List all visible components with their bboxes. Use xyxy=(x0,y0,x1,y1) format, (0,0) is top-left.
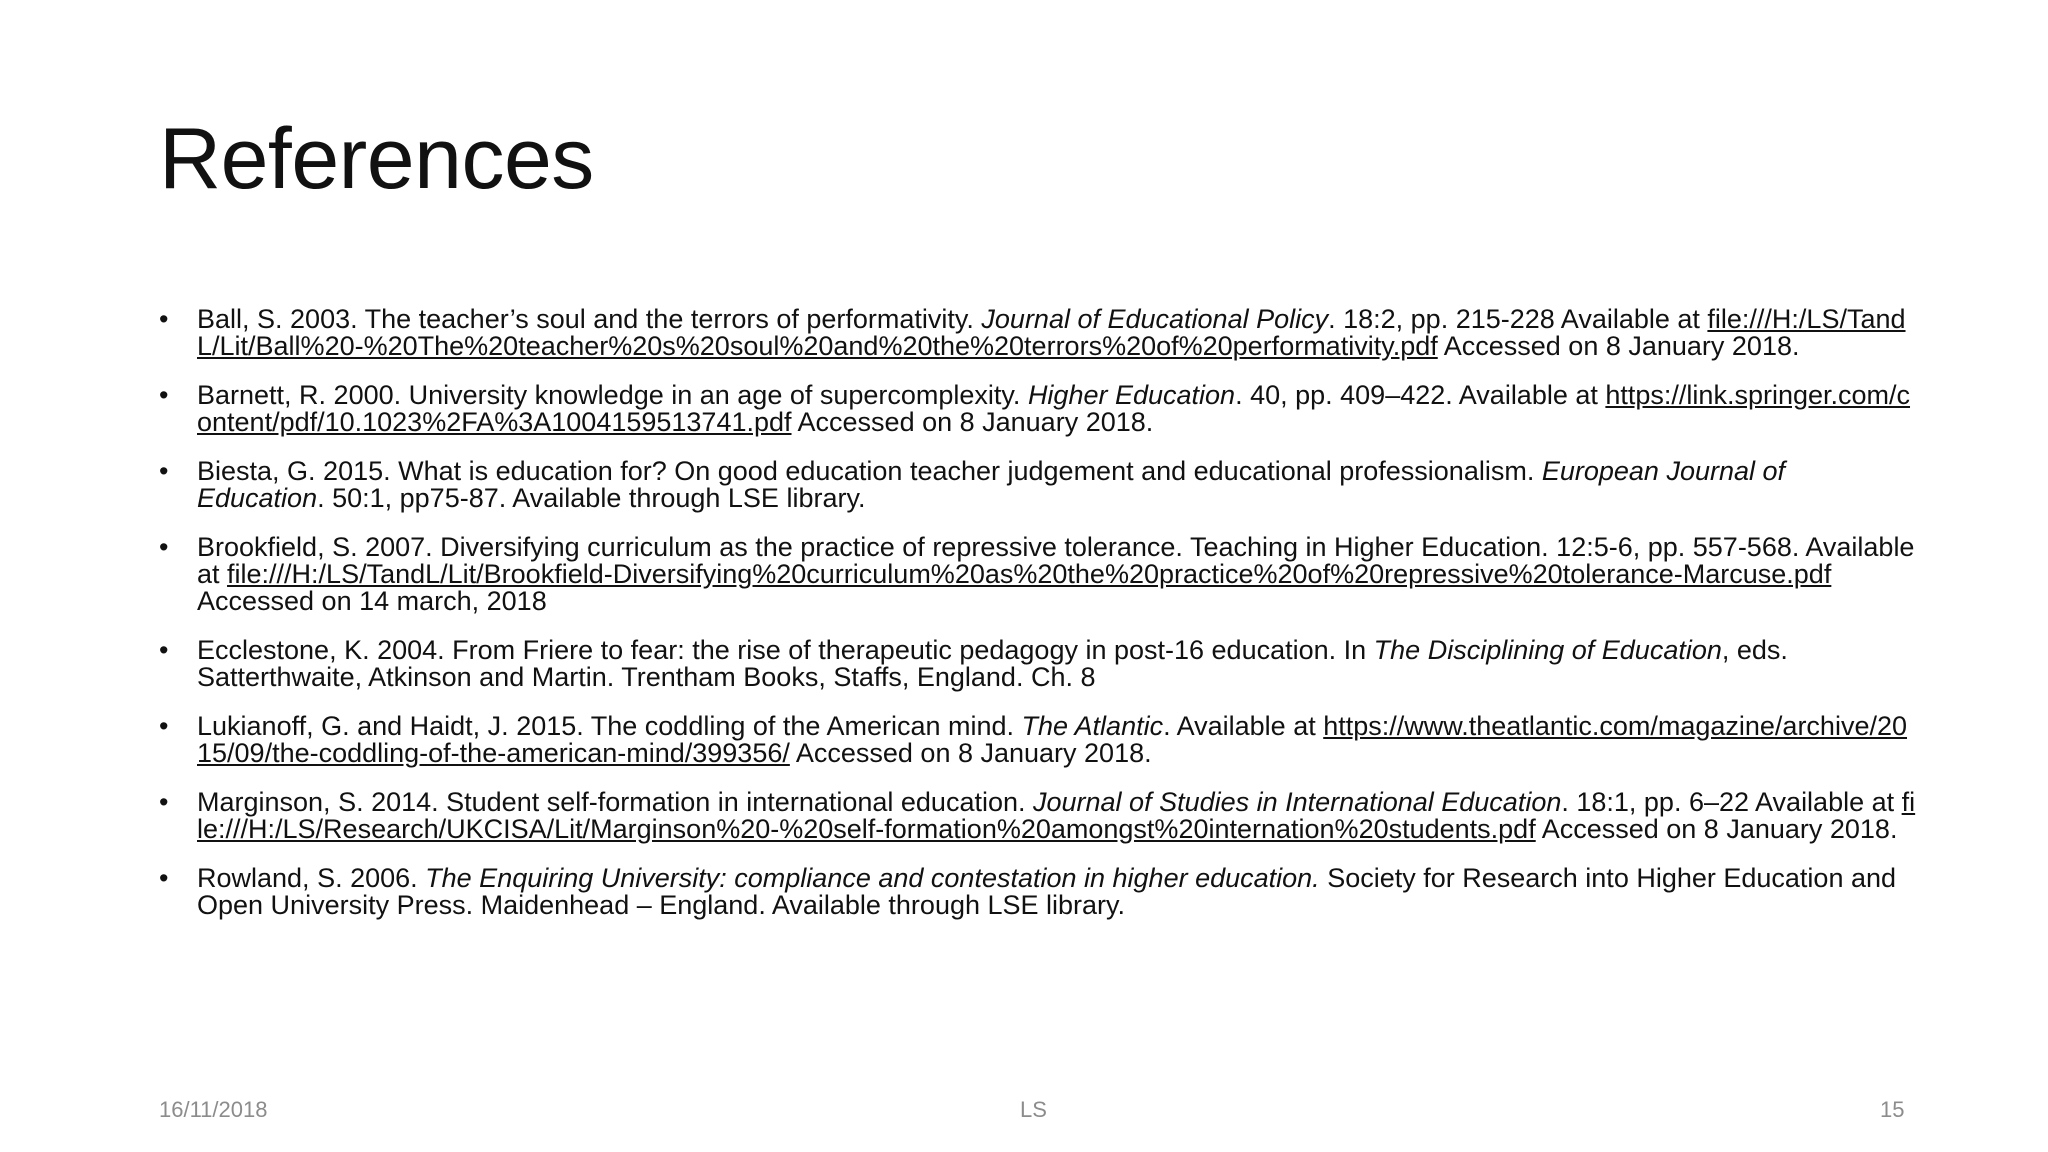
reference-link[interactable]: file:///H:/LS/Research/UKCISA/Lit/Marginson%20-%20self-formation%20amongst%20internation%20students.pdf xyxy=(197,787,1916,844)
reference-item xyxy=(159,713,1919,767)
bullet-icon: • xyxy=(159,532,169,562)
reference-accessed: Accessed on 8 January 2018. xyxy=(1437,331,1800,361)
reference-text: Lukianoff, G. and Haidt, J. 2015. The coddling of the American mind. xyxy=(197,711,1022,741)
references-list xyxy=(159,306,1919,941)
slide-title: References xyxy=(159,111,594,207)
reference-journal: Higher Education xyxy=(1027,380,1236,410)
reference-accessed: Accessed on 8 January 2018. xyxy=(1535,814,1898,844)
reference-item xyxy=(159,306,1919,360)
reference-text: Brookfield, S. 2007. Diversifying curriculum as the practice of repressive tolerance. Teaching in Higher Education. 12:5-6, pp. 557-568. Available at xyxy=(197,532,1915,589)
reference-details: . 40, pp. 409–422. Available at xyxy=(1235,380,1606,410)
bullet-icon: • xyxy=(159,863,169,893)
footer-author: LS xyxy=(1020,1097,1047,1122)
slide-number: 15 xyxy=(1880,1097,1905,1122)
bullet-icon: • xyxy=(159,380,169,410)
reference-journal: Journal of Educational Policy xyxy=(981,304,1329,334)
reference-details: , eds. Satterthwaite, Atkinson and Martin. Trentham Books, Staffs, England. Ch. 8 xyxy=(197,635,1788,692)
reference-journal: The Disciplining of Education xyxy=(1373,635,1722,665)
reference-link[interactable]: https://link.springer.com/content/pdf/10.1023%2FA%3A1004159513741.pdf xyxy=(197,380,1911,437)
reference-item xyxy=(159,789,1919,843)
bullet-icon: • xyxy=(159,787,169,817)
reference-text: Barnett, R. 2000. University knowledge in an age of supercomplexity. xyxy=(197,380,1028,410)
footer-date: 16/11/2018 xyxy=(159,1097,268,1122)
reference-text: Rowland, S. 2006. xyxy=(197,863,426,893)
reference-item xyxy=(159,865,1919,919)
reference-item xyxy=(159,458,1919,512)
reference-link[interactable]: file:///H:/LS/TandL/Lit/Brookfield-Diversifying%20curriculum%20as%20the%20practice%20of%20repressive%20tolerance-Marcuse.pdf xyxy=(227,559,1832,589)
bullet-icon: • xyxy=(159,304,169,334)
reference-text: Marginson, S. 2014. Student self-formation in international education. xyxy=(197,787,1033,817)
reference-item xyxy=(159,382,1919,436)
reference-link[interactable]: file:///H:/LS/TandL/Lit/Ball%20-%20The%20teacher%20s%20soul%20and%20the%20terrors%20of%20performativity.pdf xyxy=(197,304,1906,361)
bullet-icon: • xyxy=(159,635,169,665)
reference-journal: The Atlantic xyxy=(1021,711,1164,741)
bullet-icon: • xyxy=(159,711,169,741)
reference-text: Ecclestone, K. 2004. From Friere to fear: the rise of therapeutic pedagogy in post-16 education. In xyxy=(197,635,1374,665)
reference-accessed: Accessed on 14 march, 2018 xyxy=(197,586,547,616)
reference-details: Society for Research into Higher Education and Open University Press. Maidenhead – England. Available through LSE library. xyxy=(197,863,1897,920)
reference-link[interactable]: https://www.theatlantic.com/magazine/archive/2015/09/the-coddling-of-the-american-mind/399356/ xyxy=(197,711,1908,768)
reference-details: . Available at xyxy=(1163,711,1324,741)
reference-journal: The Enquiring University: compliance and contestation in higher education. xyxy=(425,863,1320,893)
reference-accessed: Accessed on 8 January 2018. xyxy=(789,738,1152,768)
reference-journal: Journal of Studies in International Education xyxy=(1033,787,1562,817)
bullet-icon: • xyxy=(159,456,169,486)
reference-item xyxy=(159,637,1919,691)
reference-text: Biesta, G. 2015. What is education for? On good education teacher judgement and educational professionalism. xyxy=(197,456,1542,486)
reference-accessed: Accessed on 8 January 2018. xyxy=(791,407,1154,437)
reference-text: Ball, S. 2003. The teacher’s soul and the terrors of performativity. xyxy=(197,304,982,334)
reference-details: . 50:1, pp75-87. Available through LSE library. xyxy=(317,483,866,513)
reference-journal: European Journal of Education xyxy=(197,456,1786,513)
reference-item xyxy=(159,534,1919,615)
reference-details: . 18:1, pp. 6–22 Available at xyxy=(1561,787,1902,817)
reference-details: . 18:2, pp. 215-228 Available at xyxy=(1328,304,1708,334)
